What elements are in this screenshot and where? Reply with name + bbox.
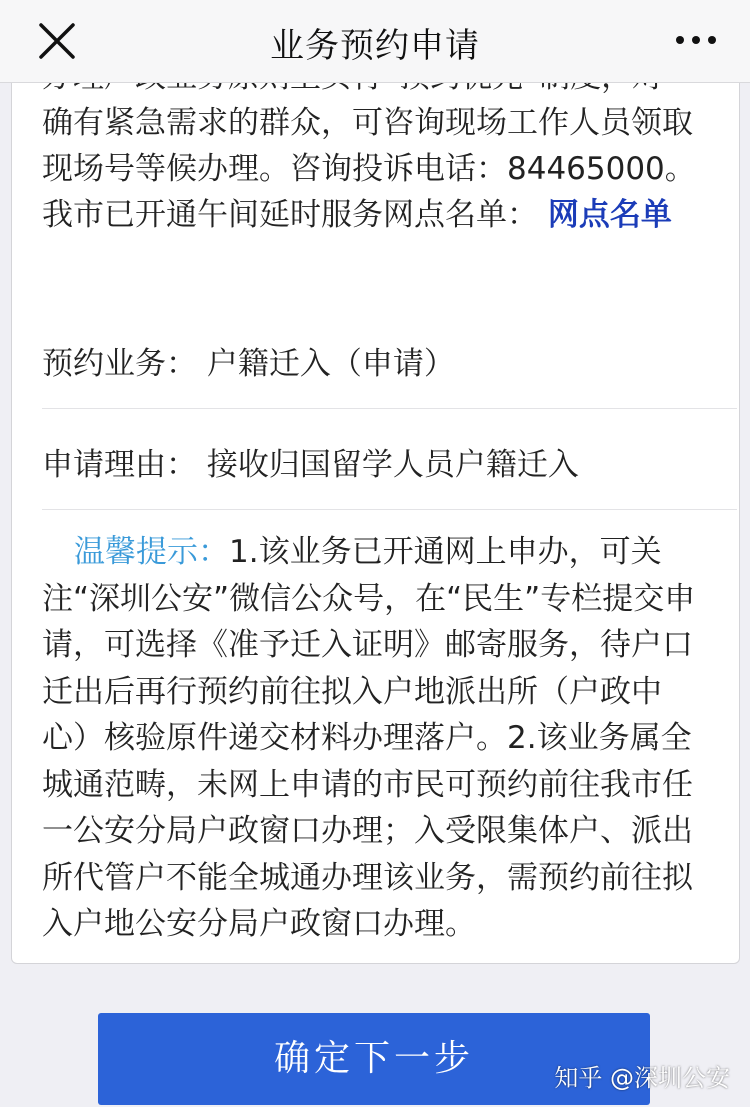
business-value: 户籍迁入（申请） <box>206 346 455 382</box>
business-label: 预约业务： <box>42 346 197 382</box>
divider <box>42 408 737 409</box>
reason-row <box>42 439 712 484</box>
business-row <box>42 338 712 383</box>
confirm-next-button[interactable]: 确定下一步 <box>98 1013 650 1105</box>
outlet-list-link[interactable]: 网点名单 <box>547 197 672 233</box>
notice-body: 确有紧急需求的群众，可咨询现场工作人员领取现场号等候办理。咨询投诉电话：84465000。我市已开通午间延时服务网点名单： <box>42 105 696 233</box>
reason-value: 接收归国留学人员户籍迁入 <box>206 447 579 483</box>
watermark: 知乎 @深圳公安 <box>554 1064 730 1092</box>
nav-bar <box>0 0 750 83</box>
notice-text <box>42 60 712 238</box>
divider <box>42 509 737 510</box>
tip-section <box>42 529 702 948</box>
page-title: 业务预约申请 <box>270 26 480 66</box>
tip-label: 温馨提示： <box>74 534 229 570</box>
more-icon[interactable] <box>672 32 720 48</box>
reason-label: 申请理由： <box>42 447 197 483</box>
tip-text: 1.该业务已开通网上申办，可关注“深圳公安”微信公众号，在“民生”专栏提交申请，可选择《准予迁入证明》邮寄服务，待户口迁出后再行预约前往拟入户地派出所（户政中心）核验原件递交材料办理落户。2.该业务属全城通范畴，未网上申请的市民可预约前往我市任一公安分局户政窗口办理；入受限集体户、派出所代管户不能全城通办理该业务，需预约前往拟入户地公安分局户政窗口办理。 <box>42 534 696 942</box>
